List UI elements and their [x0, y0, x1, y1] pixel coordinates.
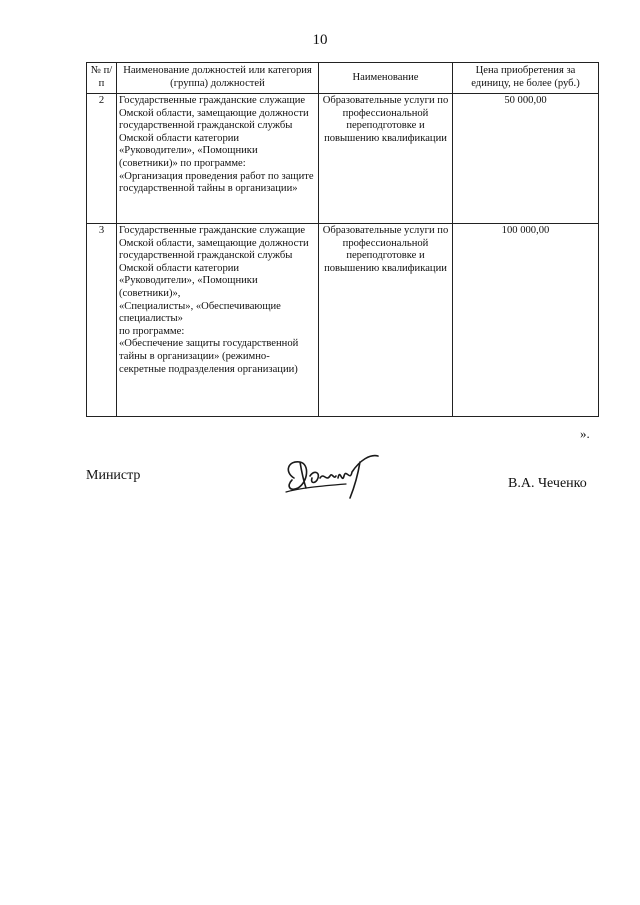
- handwritten-signature: [280, 448, 385, 508]
- header-num: № п/п: [87, 63, 117, 94]
- row-price: 50 000,00: [453, 94, 599, 224]
- minister-title: Министр: [86, 468, 141, 483]
- row-category: Государственные гражданские служащие Омской области, замещающие должности государственной гражданской службы Омской области категории «Руководители», «Помощники (советники)» по программе: «Организация проведения работ по защите государственной тайны в организации»: [117, 94, 319, 224]
- table-row: [87, 224, 599, 417]
- row-num: 3: [87, 224, 117, 417]
- table-row: [87, 94, 599, 224]
- header-category: Наименование должностей или категория (группа) должностей: [117, 63, 319, 94]
- row-name: Образовательные услуги по профессиональной переподготовке и повышению квалификации: [319, 94, 453, 224]
- row-num: 2: [87, 94, 117, 224]
- closing-quote: ».: [580, 426, 590, 441]
- page-number: 10: [312, 32, 328, 48]
- table-header-row: [87, 63, 599, 94]
- row-category: Государственные гражданские служащие Омской области, замещающие должности государственной гражданской службы Омской области категории «Руководители», «Помощники (советники)», «Специалисты», «Обеспечивающие специалисты» по программе: «Обеспечение защиты государственной тайны в организации» (режимно-секретные подразделения организации): [117, 224, 319, 417]
- pricing-table: [86, 62, 599, 417]
- header-price: Цена приобретения за единицу, не более (руб.): [453, 63, 599, 94]
- row-price: 100 000,00: [453, 224, 599, 417]
- header-name: Наименование: [319, 63, 453, 94]
- row-name: Образовательные услуги по профессиональной переподготовке и повышению квалификации: [319, 224, 453, 417]
- minister-name: В.А. Чеченко: [508, 476, 587, 491]
